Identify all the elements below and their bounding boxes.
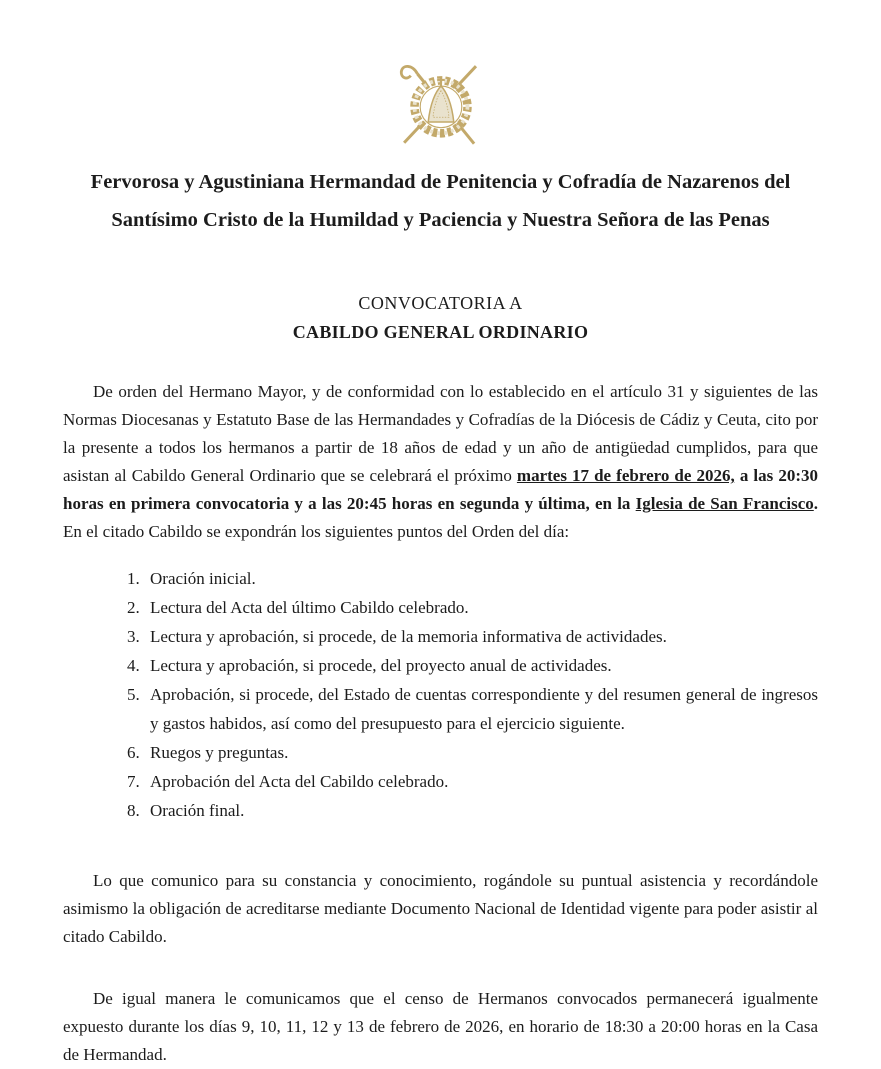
agenda-item-8: 8. Oración final. (144, 796, 818, 825)
agenda-item-3: 3. Lectura y aprobación, si procede, de la memoria informativa de actividades. (144, 622, 818, 651)
emblem-container (63, 55, 818, 155)
agenda-list (63, 564, 818, 825)
body-paragraph-3: De igual manera le comunicamos que el censo de Hermanos convocados permanecerá igualmente expuesto durante los días 9, 10, 11, 12 y 13 de febrero de 2026, en horario de 18:30 a 20:00 horas en la Casa de Hermandad. (63, 989, 818, 1064)
paragraph1-period: . (813, 494, 819, 513)
body-paragraph-1 (63, 378, 818, 546)
document-title: Fervorosa y Agustiniana Hermandad de Penitencia y Cofradía de Nazarenos del Santísimo Cristo de la Humildad y Paciencia y Nuestra Señora de las Penas (90, 171, 791, 231)
agenda-item-2: 2. Lectura del Acta del último Cabildo celebrado. (144, 593, 818, 622)
paragraph1-outro: En el citado Cabildo se expondrán los siguientes puntos del Orden del día: (63, 522, 570, 541)
agenda-item-4: 4. Lectura y aprobación, si procede, del proyecto anual de actividades. (144, 651, 818, 680)
paragraph1-intro: De orden del Hermano Mayor, y de conformidad con lo establecido en el artículo 31 y siguientes de las Normas Diocesanas y Estatuto Base de las Hermandades y Cofradías de la Diócesis de Cádiz y Ceuta, cito por la presente a todos los hermanos a partir de 18 años de edad y un año de antigüedad cumplidos, para que asistan al Cabildo General Ordinario que se celebrará el próximo (63, 382, 818, 485)
paragraph1-place: Iglesia de San Francisco (635, 494, 814, 513)
agenda-item-6: 6. Ruegos y preguntas. (144, 738, 818, 767)
paragraph1-times: a las 20:30 horas en primera convocatoria y a las 20:45 horas en segunda y última, en la (63, 466, 818, 513)
convocatoria-line: CONVOCATORIA A (358, 293, 523, 313)
brotherhood-crest-icon (389, 55, 493, 153)
agenda-item-1: 1. Oración inicial. (144, 564, 818, 593)
paragraph1-date: martes 17 de febrero de 2026, (516, 466, 735, 485)
body-paragraph-2: Lo que comunico para su constancia y conocimiento, rogándole su puntual asistencia y recordándole asimismo la obligación de acreditarse mediante Documento Nacional de Identidad vigente para poder asistir al citado Cabildo. (63, 871, 818, 946)
convocation-heading (63, 289, 818, 347)
cabildo-line: CABILDO GENERAL ORDINARIO (292, 322, 589, 342)
agenda-item-5: 5. Aprobación, si procede, del Estado de cuentas correspondiente y del resumen general de ingresos y gastos habidos, así como del presupuesto para el ejercicio siguiente. (144, 680, 818, 738)
agenda-item-7: 7. Aprobación del Acta del Cabildo celebrado. (144, 767, 818, 796)
